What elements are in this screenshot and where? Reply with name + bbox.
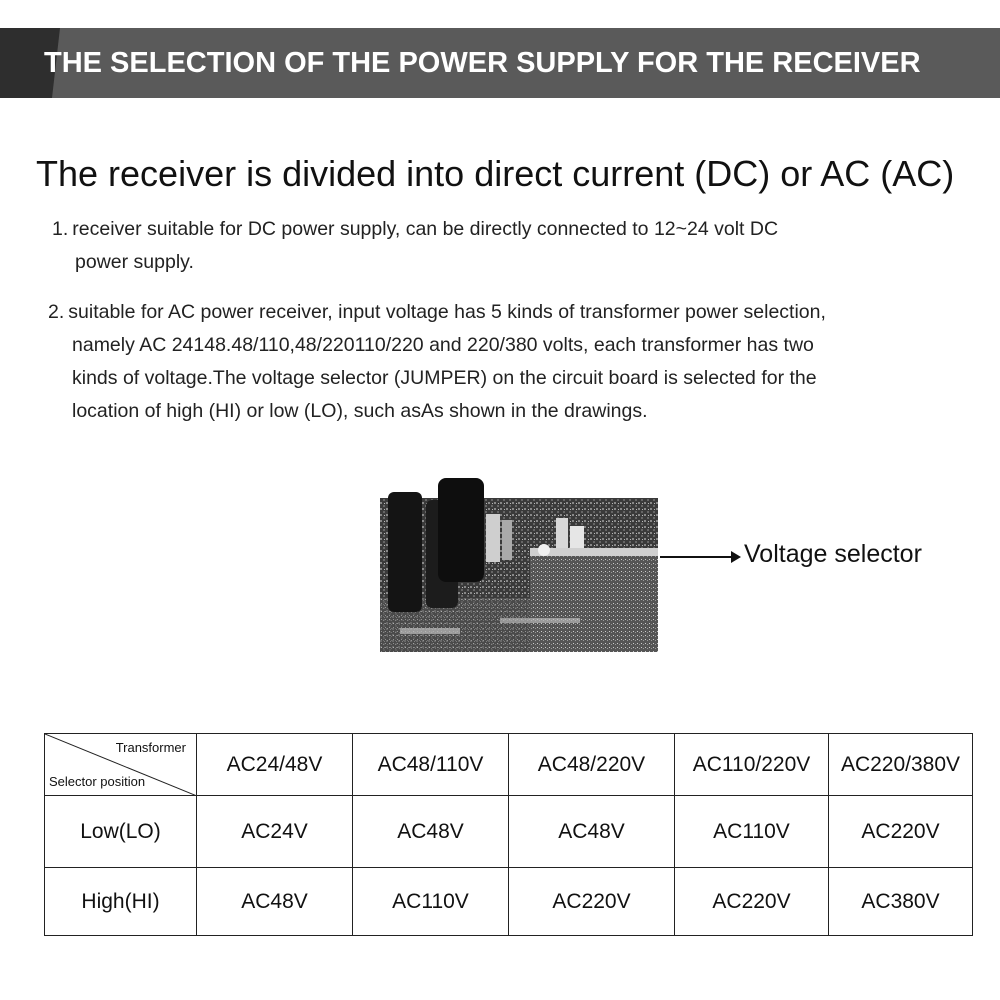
table-cell: AC220V bbox=[675, 868, 829, 936]
column-header: AC220/380V bbox=[829, 734, 973, 796]
table-cell: AC110V bbox=[353, 868, 509, 936]
item-text-line: namely AC 24148.48/110,48/220110/220 and 220/380 volts, each transformer has two bbox=[72, 334, 814, 356]
page-heading: The receiver is divided into direct current (DC) or AC (AC) bbox=[36, 153, 955, 194]
circuit-board-photo bbox=[380, 478, 658, 652]
item-text-line: location of high (HI) or low (LO), such asAs shown in the drawings. bbox=[72, 400, 648, 422]
table-cell: AC48V bbox=[353, 796, 509, 868]
column-header: AC48/220V bbox=[509, 734, 675, 796]
corner-label-transformer: Transformer bbox=[115, 740, 186, 755]
column-header: AC24/48V bbox=[197, 734, 353, 796]
item-text-line: receiver suitable for DC power supply, can be directly connected to 12~24 volt DC bbox=[72, 218, 779, 240]
item-text-line: kinds of voltage.The voltage selector (JUMPER) on the circuit board is selected for the bbox=[72, 367, 817, 389]
item-text-line: power supply. bbox=[75, 251, 194, 273]
transformer-table bbox=[44, 733, 973, 936]
row-label: High(HI) bbox=[45, 868, 197, 936]
table-cell: AC220V bbox=[829, 796, 973, 868]
list-item bbox=[52, 213, 952, 279]
voltage-selector-label: Voltage selector bbox=[744, 540, 922, 568]
table-header-row bbox=[45, 734, 973, 796]
column-header: AC110/220V bbox=[675, 734, 829, 796]
table-row bbox=[45, 868, 973, 936]
table-row bbox=[45, 796, 973, 868]
table-cell: AC110V bbox=[675, 796, 829, 868]
banner-title: THE SELECTION OF THE POWER SUPPLY FOR THE RECEIVER bbox=[44, 47, 921, 79]
item-text-line: suitable for AC power receiver, input voltage has 5 kinds of transformer power selection, bbox=[68, 301, 826, 323]
column-header: AC48/110V bbox=[353, 734, 509, 796]
row-label: Low(LO) bbox=[45, 796, 197, 868]
table-cell: AC48V bbox=[197, 868, 353, 936]
list-item bbox=[48, 296, 968, 428]
table-cell: AC220V bbox=[509, 868, 675, 936]
item-number: 2. bbox=[48, 301, 65, 323]
table-corner-cell bbox=[45, 734, 197, 796]
item-number: 1. bbox=[52, 218, 69, 240]
corner-label-selector: Selector position bbox=[49, 774, 146, 789]
table-cell: AC24V bbox=[197, 796, 353, 868]
arrow-line bbox=[660, 556, 732, 558]
table-cell: AC380V bbox=[829, 868, 973, 936]
arrow-head-icon bbox=[731, 551, 741, 563]
title-banner bbox=[0, 28, 1000, 98]
table-cell: AC48V bbox=[509, 796, 675, 868]
